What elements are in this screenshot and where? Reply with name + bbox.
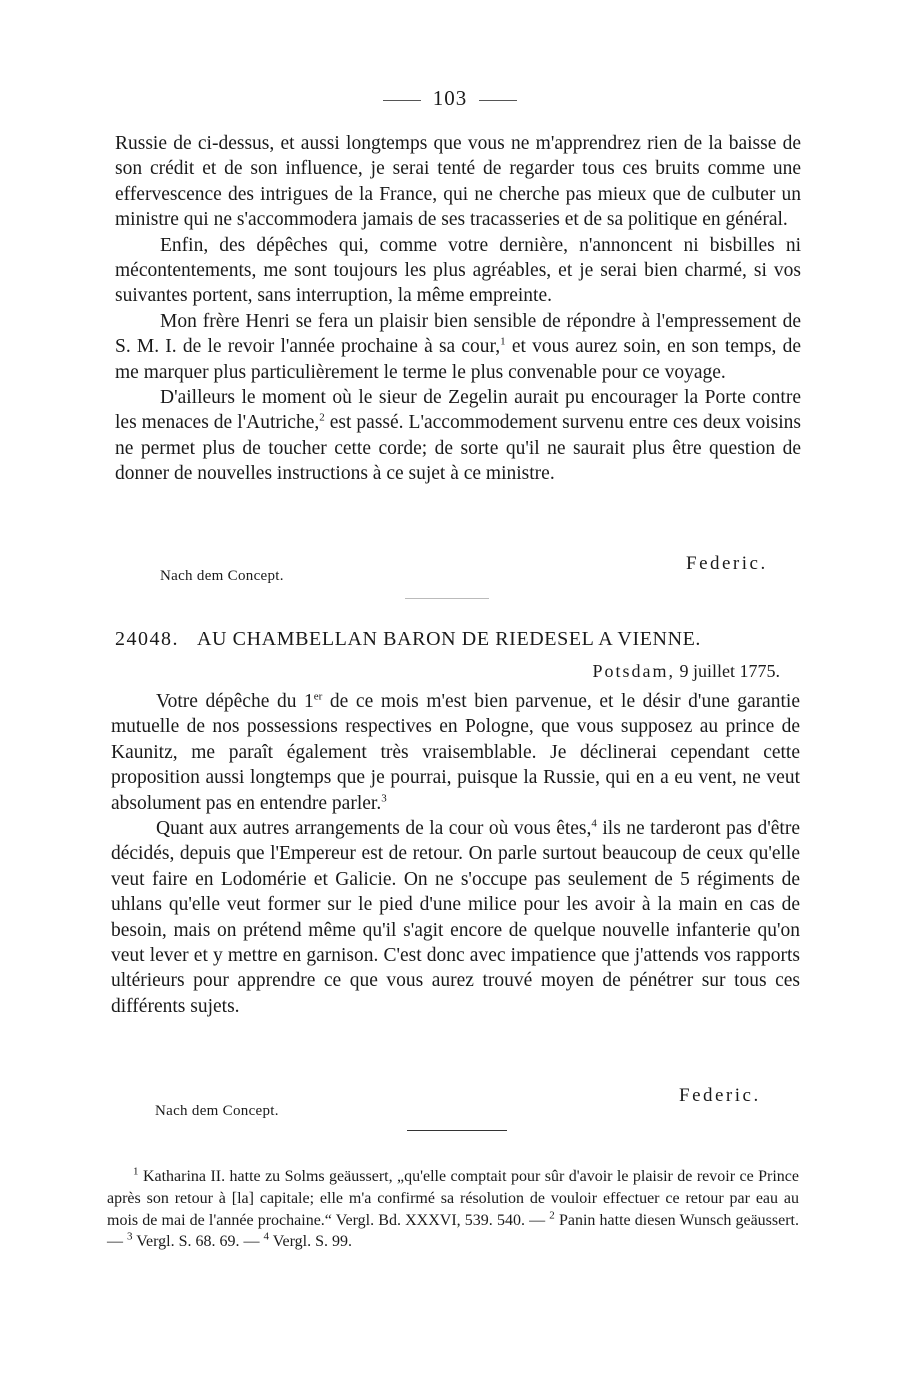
letter-1-body xyxy=(115,131,801,487)
letter-2-body xyxy=(111,689,800,1019)
letter-recipient: AU CHAMBELLAN BARON DE RIEDESEL A VIENNE. xyxy=(197,628,702,650)
page-header xyxy=(0,86,900,111)
footnote-mark-1: 1 xyxy=(133,1165,139,1178)
header-dash-right xyxy=(479,100,517,101)
page-number: 103 xyxy=(432,86,468,110)
letter-1-source-note: Nach dem Concept. xyxy=(160,568,284,584)
letter-2-heading xyxy=(115,628,801,651)
letter-2-paragraph-2 xyxy=(111,816,800,1019)
footnote-ref-2: 2 xyxy=(319,411,325,424)
paragraph-1-part-2: de ce mois m'est bien parvenue, et le désir d'une garantie mutuelle de nos possessions respectives en Pologne, que vous supposez au prince de Kaunitz, me paraît également très vraisemblable. Je déclinerai cependant cette proposition aussi longtemps que je pourrai, puisque la Russie, qui en a eu vent, ne veut absolument pas en entendre parler. xyxy=(111,691,800,814)
letter-date: 9 juillet 1775. xyxy=(679,661,780,681)
footnote-text-3: Vergl. S. 68. 69. — xyxy=(136,1233,260,1251)
paragraph-3-part-2: et vous aurez soin, en son temps, de me marquer plus particulièrement le terme le plus convenable pour ce voyage. xyxy=(115,336,801,383)
footnote-mark-4: 4 xyxy=(263,1231,269,1244)
footnote-text-1: Katharina II. hatte zu Solms geäussert, „qu'elle comptait pour sûr d'avoir le plaisir de revoir ce Prince après son retour à [la] capitale; elle m'a confirmé sa résolution de vouloir effectuer ce retour par eau au mois de mai de l'année prochaine.“ Vergl. Bd. XXXVI, 539. 540. — xyxy=(107,1168,799,1229)
letter-2-paragraph-1 xyxy=(111,689,800,816)
paragraph-2-part-1: Quant aux autres arrangements de la cour où vous êtes, xyxy=(156,818,592,840)
ordinal-superscript: er xyxy=(313,690,323,703)
header-dash-left xyxy=(383,100,421,101)
paragraph-3-part-1: Mon frère Henri se fera un plaisir bien sensible de répondre à l'empressement de S. M. I. de le revoir l'année prochaine à sa cour, xyxy=(115,310,801,358)
paragraph-1-part-1: Votre dépêche du 1 xyxy=(156,691,314,712)
footnote-text-4: Vergl. S. 99. xyxy=(272,1233,352,1251)
paragraph-2-part-2: ils ne tarderont pas d'être décidés, depuis que l'Empereur est de retour. On parle surtout beaucoup de ceux qu'elle veut faire en Lodomérie et Galicie. On ne s'occupe pas seulement de 5 régiments de uhlans qu'elle veut former sur le pied d'une milice pour les avoir à la main en cas de besoin, mais on prétend même qu'il s'agit encore de quelque nouvelle infanterie qu'on veut lever et y mettre en garnison. C'est donc avec impatience que j'attends vos rapports ultérieurs pour apprendre ce que vous aurez trouvé moyen de pénétrer sur tous ces différents sujets. xyxy=(111,818,800,1017)
footnote-mark-3: 3 xyxy=(127,1231,133,1244)
footnote-ref-3: 3 xyxy=(381,792,387,805)
letter-1-paragraph-2: Enfin, des dépêches qui, comme votre dernière, n'annoncent ni bisbilles ni mécontentements, me sont toujours les plus agréables, et je serai bien charmé, si vos suivantes portent, sans interruption, la même empreinte. xyxy=(115,234,801,307)
letter-2-dateline xyxy=(592,661,780,682)
letter-1-paragraph-3 xyxy=(115,309,801,385)
letter-1-signature: Federic. xyxy=(686,553,768,574)
section-separator xyxy=(405,598,489,599)
letter-2-source-note: Nach dem Concept. xyxy=(155,1103,279,1119)
letter-1-paragraph-4 xyxy=(115,385,801,487)
footnote-block xyxy=(107,1166,799,1253)
footnotes xyxy=(107,1166,799,1253)
letter-2-signature: Federic. xyxy=(679,1085,761,1106)
footnote-ref-4: 4 xyxy=(591,817,597,830)
letter-number: 24048. xyxy=(115,628,179,650)
letter-1-paragraph-1: Russie de ci-dessus, et aussi longtemps que vous ne m'apprendrez rien de la baisse de son crédit et de son influence, je serai tenté de regarder tous ces bruits comme une effervescence des intrigues de la France, qui ne cherche pas mieux que de culbuter un ministre qui ne s'accommodera jamais de ses tracasseries et de sa politique en général. xyxy=(115,133,801,231)
paragraph-4-part-1: D'ailleurs le moment où le sieur de Zegelin aurait pu encourager la Porte contre les menaces de l'Autriche, xyxy=(115,387,801,434)
footnote-text-2: Panin hatte diesen Wunsch geäussert. — xyxy=(107,1211,800,1251)
paragraph-4-part-2: est passé. L'accommodement survenu entre ces deux voisins ne permet plus de toucher cette corde; de sorte qu'il ne saurait plus être question de donner de nouvelles instructions à ce sujet à ce ministre. xyxy=(115,412,801,485)
footnote-separator xyxy=(407,1130,507,1131)
footnote-ref-1: 1 xyxy=(500,335,506,348)
footnote-mark-2: 2 xyxy=(549,1209,555,1222)
letter-place: Potsdam, xyxy=(592,661,675,681)
